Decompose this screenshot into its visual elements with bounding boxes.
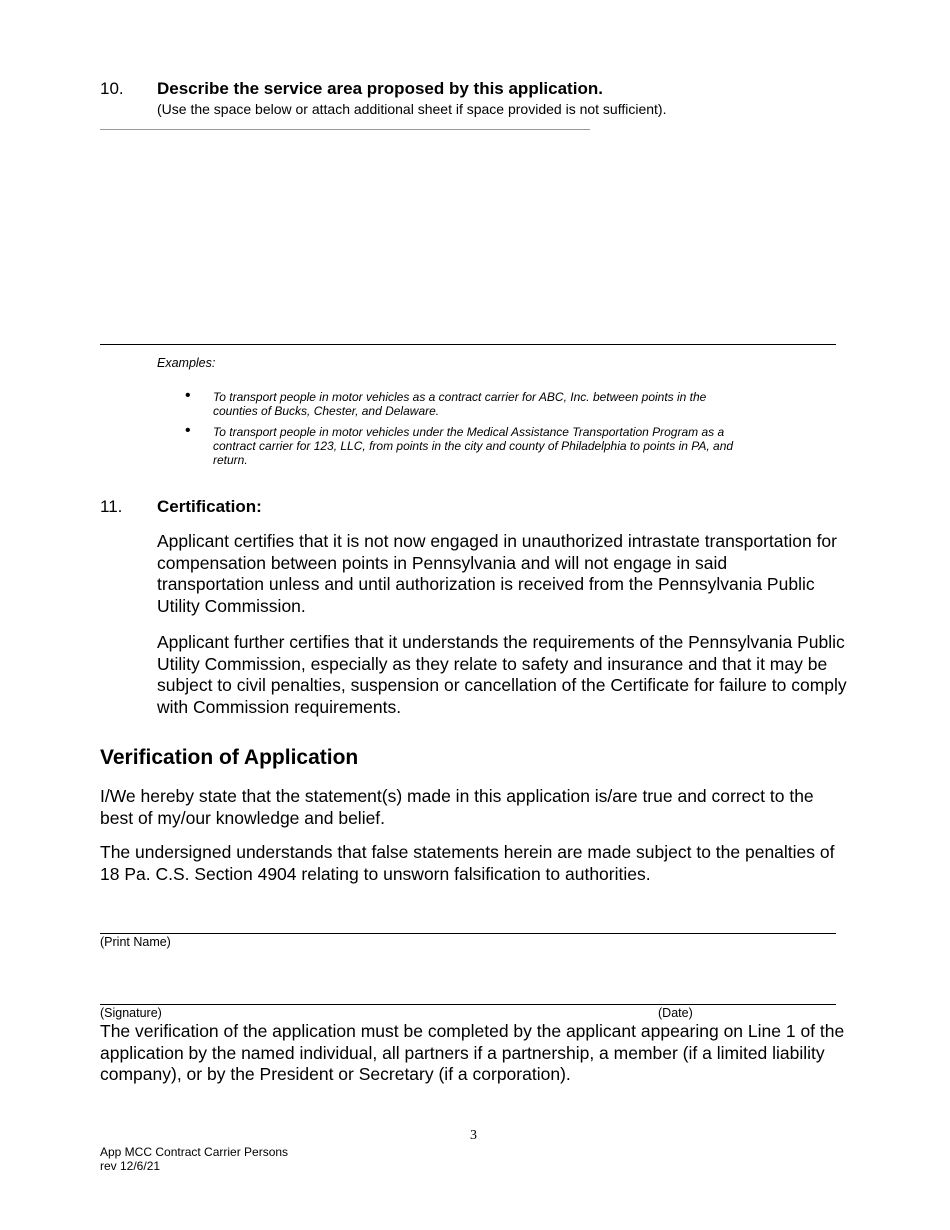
verification-note: The verification of the application must be completed by the applicant appearing on Line 1 of the application by the named individual, all partners if a partnership, a member (if a limited liability company), or by the President or Secretary (if a corporation). bbox=[100, 1021, 845, 1084]
print-name-field[interactable] bbox=[100, 905, 836, 933]
certification-paragraph-1: Applicant certifies that it is not now engaged in unauthorized intrastate transportation for compensation between points in Pennsylvania and will not engage in said transportation unless and until authorization is received from the Pennsylvania Public Utility Commission. bbox=[157, 531, 837, 616]
example-item: To transport people in motor vehicles under the Medical Assistance Transportation Program as a contract carrier for 123, LLC, from points in the city and county of Philadelphia to points in PA, and return. bbox=[213, 425, 734, 467]
print-name-label: (Print Name) bbox=[100, 935, 171, 949]
verification-paragraph-2: The undersigned understands that false statements herein are made subject to the penalties of 18 Pa. C.S. Section 4904 relating to unsworn falsification to authorities. bbox=[100, 842, 835, 884]
q10-number: 10. bbox=[100, 79, 124, 98]
bullet-icon: • bbox=[185, 387, 191, 404]
verification-heading: Verification of Application bbox=[100, 746, 359, 769]
q10-subtitle: (Use the space below or attach additional sheet if space provided is not sufficient). bbox=[157, 101, 667, 117]
certification-paragraph-2: Applicant further certifies that it understands the requirements of the Pennsylvania Public Utility Commission, especially as they relate to safety and insurance and that it may be subject to civil penalties, suspension or cancellation of the Certificate for failure to comply with Commission requirements. bbox=[157, 632, 847, 717]
footer-form-name: App MCC Contract Carrier Persons bbox=[100, 1145, 289, 1159]
print-name-line bbox=[100, 933, 836, 934]
example-item: To transport people in motor vehicles as a contract carrier for ABC, Inc. between points in the counties of Bucks, Chester, and Delaware. bbox=[213, 390, 707, 418]
signature-label: (Signature) bbox=[100, 1006, 162, 1020]
service-area-input[interactable] bbox=[100, 131, 836, 343]
date-label: (Date) bbox=[658, 1006, 693, 1020]
footer-revision: rev 12/6/21 bbox=[100, 1159, 161, 1173]
q10-title: Describe the service area proposed by this application. bbox=[157, 79, 603, 98]
q11-number: 11. bbox=[100, 497, 123, 516]
page-number: 3 bbox=[470, 1128, 477, 1143]
examples-label: Examples: bbox=[157, 356, 216, 370]
signature-line bbox=[100, 1004, 836, 1005]
date-field[interactable] bbox=[658, 976, 836, 1004]
verification-paragraph-1: I/We hereby state that the statement(s) made in this application is/are true and correct to the best of my/our knowledge and belief. bbox=[100, 786, 814, 828]
q11-title: Certification: bbox=[157, 497, 262, 516]
q10-bottom-rule bbox=[100, 344, 836, 345]
bullet-icon: • bbox=[185, 422, 191, 439]
q10-top-rule bbox=[100, 129, 590, 130]
signature-field[interactable] bbox=[100, 976, 656, 1004]
